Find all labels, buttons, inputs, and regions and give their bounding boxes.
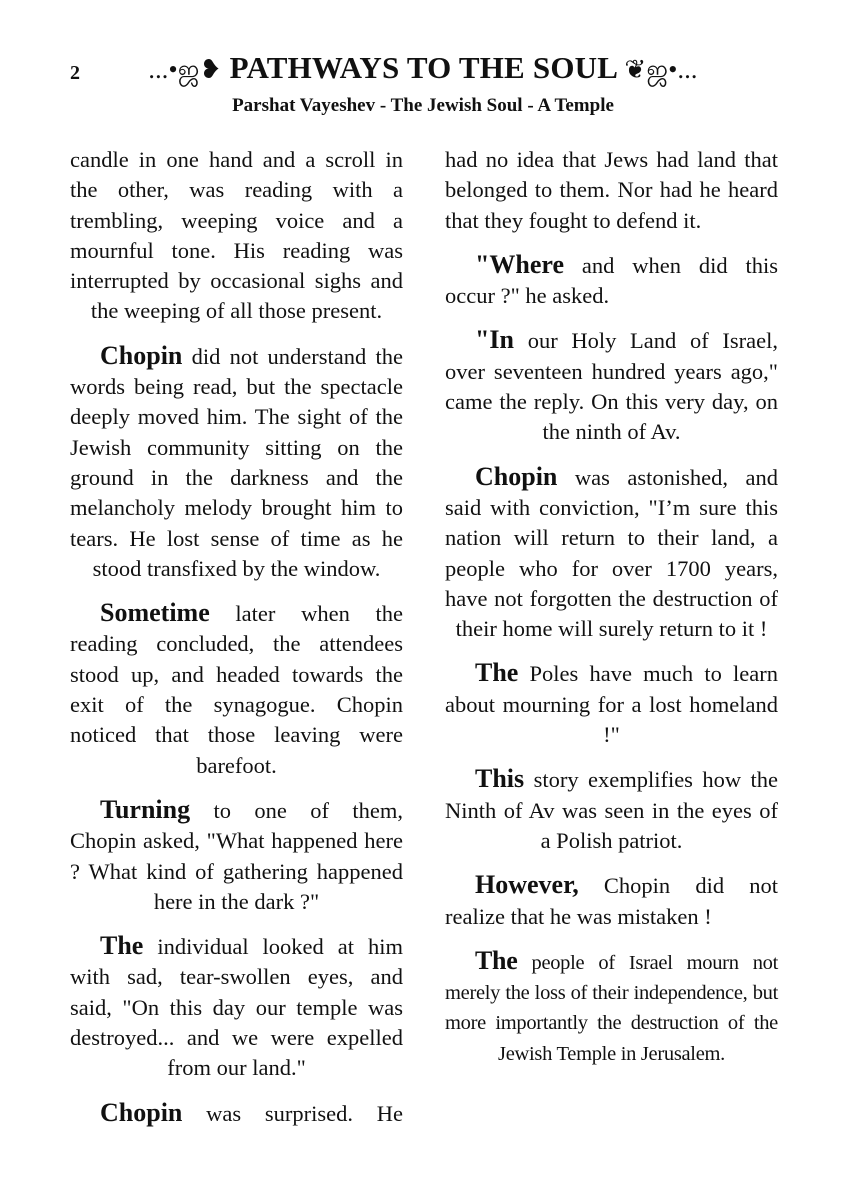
- running-title: [0, 50, 846, 88]
- paragraph: "In our Holy Land of Israel, over seventeen hundred years ago," came the reply. On this very day, on the ninth of Av.: [445, 325, 778, 445]
- lead-word: This: [475, 764, 525, 794]
- lead-word: The: [475, 945, 518, 975]
- page-number: 2: [70, 62, 80, 84]
- paragraph: The individual looked at him with sad, tear-swollen eyes, and said, "On this day our temple was destroyed... and we were expelled from our land.": [70, 931, 403, 1081]
- lead-word: Chopin: [100, 340, 183, 370]
- lead-word: Chopin: [475, 461, 558, 491]
- right-column: [445, 144, 778, 1083]
- paragraph: Chopin did not understand the words being read, but the spectacle deeply moved him. The sight of the Jewish community sitting on the ground in the darkness and the melancholy melody brought him to tears. He lost sense of time as he stood transfixed by the window.: [70, 340, 403, 581]
- ornament-right-icon: ❦ஜ•...: [624, 55, 698, 84]
- paragraph: Turning to one of them, Chopin asked, "What happened here ? What kind of gathering happened here in the dark ?": [70, 794, 403, 914]
- paragraph: "Where and when did this occur ?" he asked.: [445, 249, 778, 309]
- lead-word: Sometime: [100, 598, 210, 628]
- ornament-left-icon: ...•ஜ❥: [148, 55, 222, 84]
- paragraph: Sometime later when the reading concluded, the attendees stood up, and headed towards the exit of the synagogue. Chopin noticed that those leaving were barefoot.: [70, 598, 403, 778]
- paragraph: candle in one hand and a scroll in the other, was reading with a trembling, weeping voice and a mournful tone. His reading was interrupted by occasional sighs and the weeping of all those present.: [70, 147, 403, 324]
- paragraph: Chopin was surprised. He: [100, 1097, 403, 1127]
- lead-word: However,: [475, 870, 579, 900]
- paragraph: Chopin was astonished, and said with conviction, "I’m sure this nation will return to their land, a people who for over 1700 years, have not forgotten the destruction of their home will surely return to it !: [445, 461, 778, 642]
- lead-word: The: [475, 658, 519, 688]
- subtitle: Parshat Vayeshev - The Jewish Soul - A Temple: [232, 95, 614, 116]
- lead-word: Chopin: [100, 1097, 183, 1127]
- paragraph: had no idea that Jews had land that belonged to them. Nor had he heard that they fought to defend it.: [445, 147, 778, 233]
- lead-word: "Where: [475, 249, 565, 279]
- paragraph: The Poles have much to learn about mourning for a lost homeland !": [445, 658, 778, 748]
- paragraph: However, Chopin did not realize that he was mistaken !: [445, 870, 778, 929]
- lead-word: Turning: [100, 794, 191, 824]
- lead-word: The: [100, 931, 144, 961]
- paragraph: This story exemplifies how the Ninth of Av was seen in the eyes of a Polish patriot.: [445, 764, 778, 853]
- lead-word: "In: [475, 325, 515, 355]
- left-column: [70, 144, 403, 1143]
- title-text: PATHWAYS TO THE SOUL: [229, 50, 617, 85]
- paragraph: The people of Israel mourn not merely the loss of their independence, but more importantly the destruction of the Jewish Temple in Jerusalem.: [445, 945, 778, 1065]
